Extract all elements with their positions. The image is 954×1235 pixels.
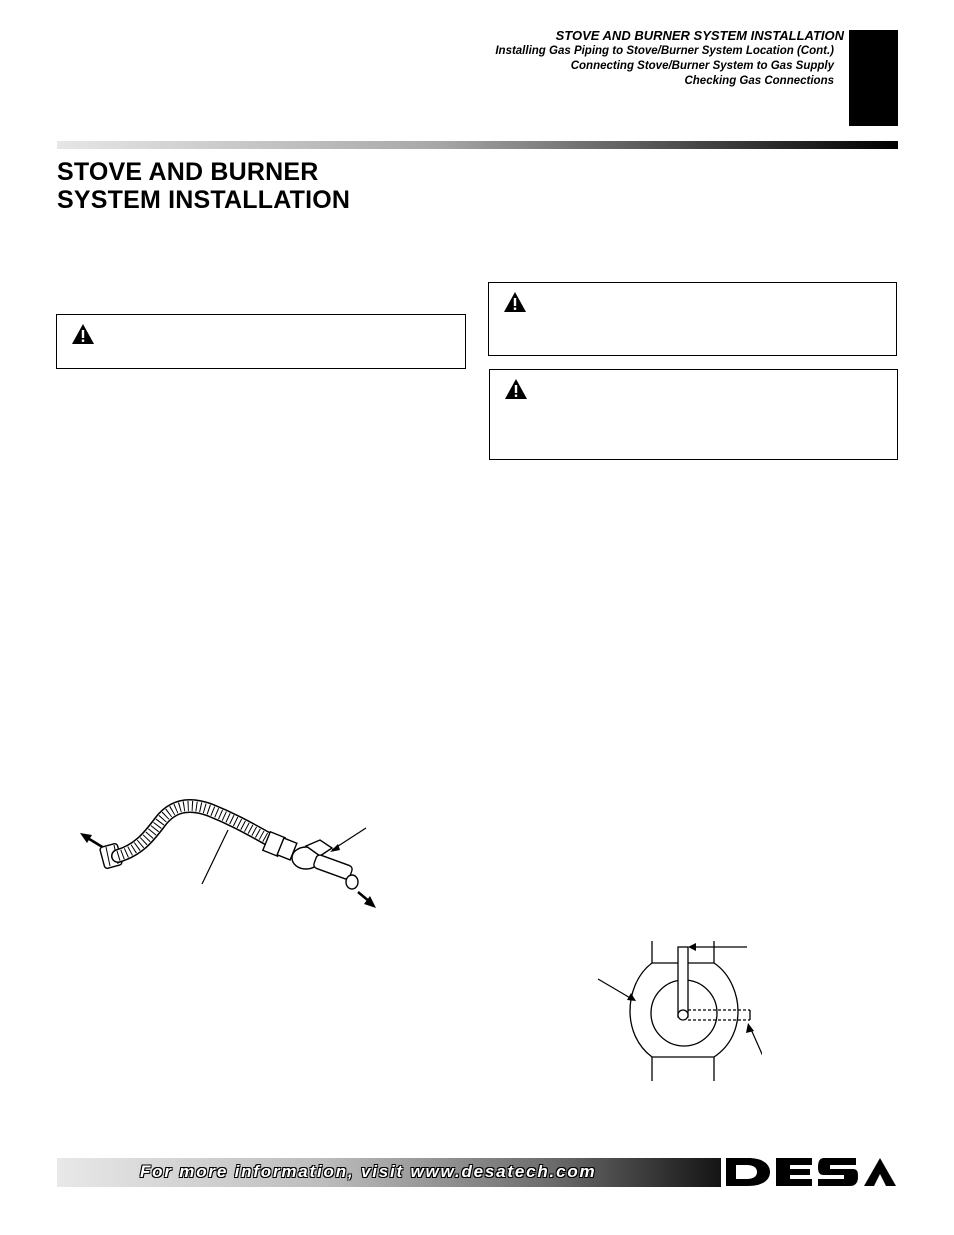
running-header <box>495 28 844 89</box>
subtopic-3: Checking Gas Connections <box>684 75 834 87</box>
footer-website-text: For more information, visit www.desatech.com <box>140 1162 597 1181</box>
hose-leader-line <box>202 830 228 884</box>
gas-hose-illustration <box>70 790 390 930</box>
warning-box-left <box>56 314 466 369</box>
warning-box-right-bottom <box>489 369 898 460</box>
warning-triangle-icon <box>71 323 95 345</box>
warning-triangle-icon <box>504 378 528 400</box>
handle-open-position <box>678 947 688 1017</box>
corrugated-hose <box>118 806 270 856</box>
subtopic-2: Connecting Stove/Burner System to Gas Supply <box>570 60 834 72</box>
warning-box-right-top <box>488 282 897 356</box>
warning-triangle-icon <box>503 291 527 313</box>
section-tab-block <box>849 30 898 126</box>
section-title: STOVE AND BURNER SYSTEM INSTALLATION <box>555 28 844 43</box>
right-flow-arrow <box>358 892 376 908</box>
left-flow-arrow <box>80 833 104 848</box>
desa-logo <box>724 1156 898 1188</box>
page-title-line-2: SYSTEM INSTALLATION <box>57 186 351 214</box>
shutoff-valve <box>292 840 358 889</box>
page-title-line-1: STOVE AND BURNER <box>57 158 319 186</box>
page-title <box>57 158 350 214</box>
header-rule <box>57 141 898 149</box>
subtopic-1: Installing Gas Piping to Stove/Burner System Location (Cont.) <box>495 45 834 57</box>
valve-position-diagram <box>592 935 762 1085</box>
